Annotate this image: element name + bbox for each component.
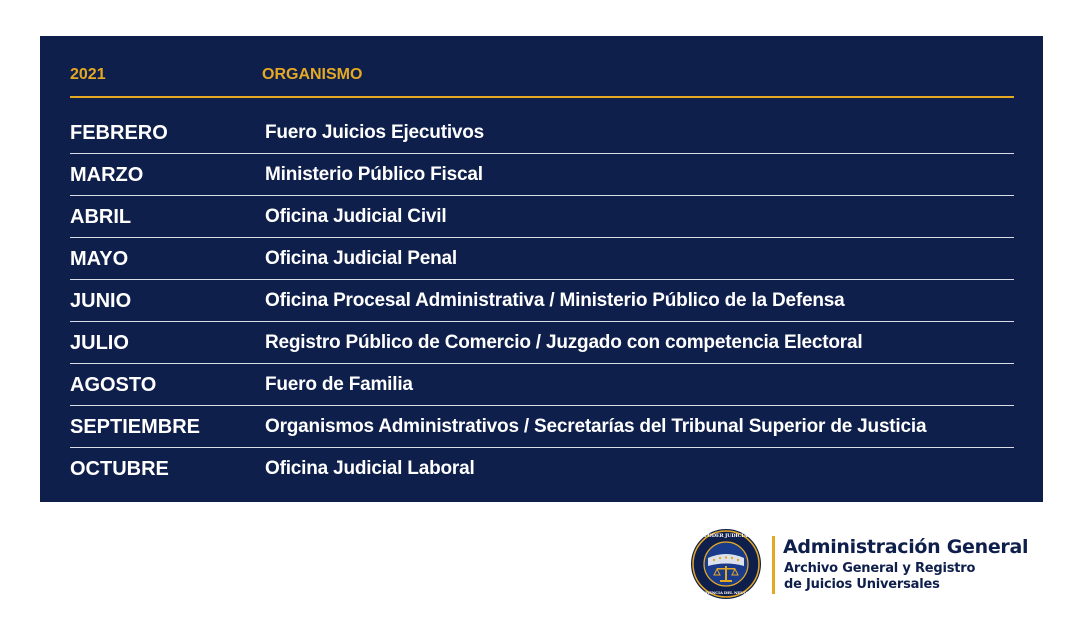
seal-bottom-text: PROVINCIA DEL NEUQUÉN <box>698 590 757 595</box>
row-organismo: Oficina Procesal Administrativa / Ministerio Público de la Defensa <box>265 290 845 311</box>
row-month: SEPTIEMBRE <box>70 416 201 438</box>
table-row <box>70 112 1014 154</box>
row-month: FEBRERO <box>70 122 168 144</box>
brand-subtitle-line1: Archivo General y Registro <box>784 561 976 576</box>
table-row <box>70 238 1014 280</box>
table-row <box>70 280 1014 322</box>
row-organismo: Oficina Judicial Penal <box>265 248 458 269</box>
table-header <box>70 62 1014 98</box>
row-month: JULIO <box>70 332 129 354</box>
header-organismo: ORGANISMO <box>262 66 363 83</box>
row-organismo: Oficina Judicial Civil <box>265 206 447 227</box>
table-row <box>70 448 1014 489</box>
footer-brand <box>690 528 1050 602</box>
brand-title: Administración General <box>783 536 1029 558</box>
table-row <box>70 406 1014 448</box>
row-organismo: Fuero Juicios Ejecutivos <box>265 122 485 143</box>
row-organismo: Registro Público de Comercio / Juzgado con competencia Electoral <box>265 332 863 353</box>
row-organismo: Ministerio Público Fiscal <box>265 164 483 185</box>
table-row <box>70 322 1014 364</box>
table-row <box>70 364 1014 406</box>
row-month: MARZO <box>70 164 144 186</box>
row-month: MAYO <box>70 248 129 270</box>
table-row <box>70 196 1014 238</box>
schedule-panel <box>40 36 1043 502</box>
table-row <box>70 154 1014 196</box>
row-month: OCTUBRE <box>70 458 169 480</box>
header-year: 2021 <box>70 66 106 83</box>
seal-top-text: PODER JUDICIAL <box>704 533 751 539</box>
row-organismo: Oficina Judicial Laboral <box>265 458 475 479</box>
row-month: ABRIL <box>70 206 132 228</box>
brand-subtitle-line2: de Juicios Universales <box>784 577 940 592</box>
row-organismo: Fuero de Familia <box>265 374 413 395</box>
row-organismo: Organismos Administrativos / Secretarías del Tribunal Superior de Justicia <box>265 416 927 437</box>
brand-divider <box>772 536 775 594</box>
schedule-rows <box>70 112 1014 489</box>
row-month: JUNIO <box>70 290 132 312</box>
row-month: AGOSTO <box>70 374 157 396</box>
